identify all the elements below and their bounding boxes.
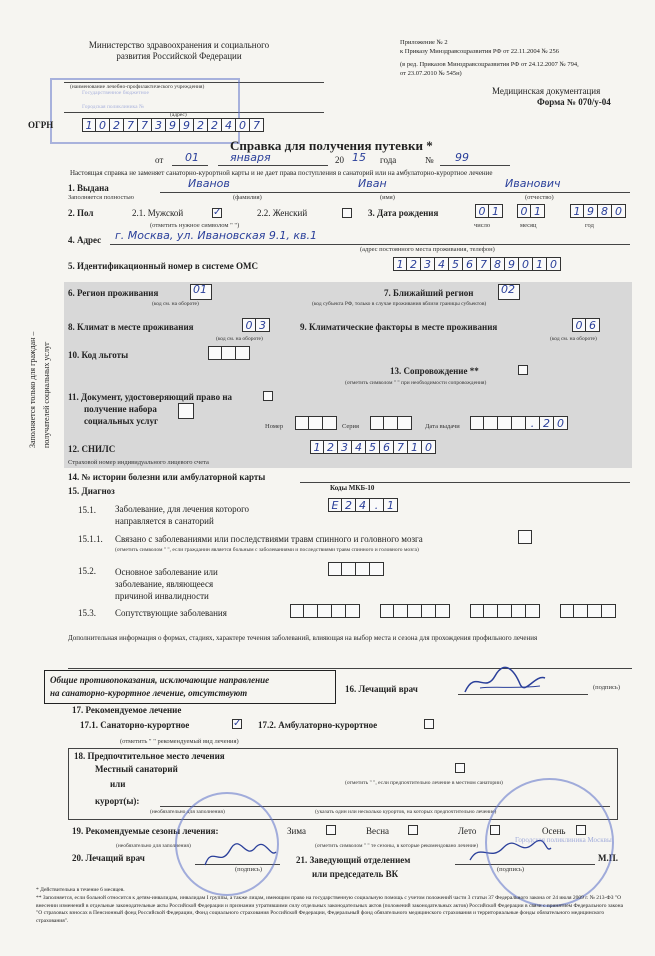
round-stamp-left <box>175 792 279 896</box>
escort-caption: (отметить символом " " при необходимости сопровождения) <box>345 380 487 386</box>
benefit-code-label: 10. Код льготы <box>68 350 129 360</box>
dx11-num: 15.1.1. <box>78 534 103 544</box>
dx2-text: Основное заболевание или заболевание, являющееся причиной инвалидности <box>115 567 218 601</box>
ogrn-digit-0: 1 <box>82 118 96 132</box>
oms-digit-0: 1 <box>393 257 407 271</box>
dob-year-digit-0: 1 <box>570 204 584 218</box>
doc-date-digit-0 <box>470 416 484 430</box>
dx2-num: 15.2. <box>78 566 96 576</box>
snils-label: 12. СНИЛС <box>68 444 116 454</box>
sanatorium-label: 17.1. Санаторно-курортное <box>80 720 190 730</box>
spring-checkbox[interactable] <box>408 825 418 835</box>
ogrn-digit-3: 7 <box>124 118 138 132</box>
doc-series-cells <box>370 416 412 430</box>
address-label: 4. Адрес <box>68 235 102 245</box>
dx1-code-char-3: . <box>370 498 384 512</box>
region-label: 6. Регион проживания <box>68 288 159 298</box>
social-doc-box <box>178 403 194 419</box>
snils-digit-8: 0 <box>422 440 436 454</box>
oms-digit-7: 8 <box>491 257 505 271</box>
med-docs-label: Медицинская документация <box>492 86 601 96</box>
history-label: 14. № истории болезни или амбулаторной карты <box>68 472 266 482</box>
oms-digit-10: 1 <box>533 257 547 271</box>
extra-info: Дополнительная информация о формах, стадиях, характере течения заболеваний, влияющая на выбор места и сезона для прохождения профильного лечения <box>68 634 538 642</box>
year-word: года <box>380 155 397 165</box>
dx3-num: 15.3. <box>78 608 96 618</box>
oms-digit-1: 2 <box>407 257 421 271</box>
seasons-caption-right: (отметить символом " " те сезоны, в которые рекомендовано лечение) <box>315 843 479 849</box>
patronymic-value: Иванович <box>505 177 561 190</box>
climate-label: 8. Климат в месте проживания <box>68 322 194 332</box>
cert-year: 15 <box>352 151 366 164</box>
resort-label: курорт(ы): <box>95 796 140 806</box>
dob-label: 3. Дата рождения <box>368 208 439 218</box>
dx3-code-cells-3 <box>470 604 540 618</box>
or-label: или <box>110 779 126 789</box>
rec-treatment-label: 17. Рекомендуемое лечение <box>72 705 182 715</box>
climate-caption: (код см. на обороте) <box>216 336 263 342</box>
social-doc-checkbox[interactable] <box>263 391 273 401</box>
ogrn-digit-6: 9 <box>166 118 180 132</box>
sidebar-note-2: получателей социальных услуг <box>42 341 51 448</box>
climate-factors-label: 9. Климатические факторы в месте проживания <box>300 322 498 332</box>
ogrn-digit-9: 2 <box>208 118 222 132</box>
name-value: Иван <box>358 177 387 190</box>
summer-label: Лето <box>458 826 477 836</box>
snils-digit-0: 1 <box>310 440 324 454</box>
climate-factors-cells <box>572 318 600 332</box>
surname-value: Иванов <box>188 177 230 190</box>
region-caption: (код см. на обороте) <box>152 301 199 307</box>
dob-day-cells <box>475 204 503 218</box>
doctor20-label: 20. Лечащий врач <box>72 853 145 863</box>
issued-label: 1. Выдана <box>68 183 109 193</box>
local-sanatorium-checkbox[interactable] <box>455 763 465 773</box>
seasons-label: 19. Рекомендуемые сезоны лечения: <box>72 826 219 836</box>
snils-caption: Страховой номер индивидуального лицевого счета <box>68 459 209 466</box>
snils-cells <box>310 440 436 454</box>
head-sign-caption: (подпись) <box>497 866 524 873</box>
dx1-num: 15.1. <box>78 505 96 515</box>
dob-day-digit-0: 0 <box>475 204 489 218</box>
oms-digit-4: 5 <box>449 257 463 271</box>
oms-digit-3: 4 <box>435 257 449 271</box>
dob-year-digit-1: 9 <box>584 204 598 218</box>
doctor16-signature <box>460 664 550 698</box>
snils-digit-2: 3 <box>338 440 352 454</box>
oms-label: 5. Идентификационный номер в системе ОМС <box>68 261 258 271</box>
climate-digit-0: 0 <box>242 318 256 332</box>
oms-digit-9: 0 <box>519 257 533 271</box>
ogrn-digit-7: 9 <box>180 118 194 132</box>
name-caption: (имя) <box>380 194 395 201</box>
date-prefix: от <box>155 155 164 165</box>
local-sanatorium-caption: (отметить " ", если предпочтительно лечение в местном санатории) <box>345 780 503 786</box>
sidebar-note-1: Заполняется только для граждан – <box>28 331 37 448</box>
ogrn-digit-11: 0 <box>236 118 250 132</box>
sanatorium-checkbox[interactable]: ✓ <box>233 718 242 729</box>
page-title: Справка для получения путевки * <box>230 138 433 153</box>
dx2-code-cells <box>328 562 384 576</box>
address-value: г. Москва, ул. Ивановская 9.1, кв.1 <box>115 229 317 242</box>
doc-number-label: Номер <box>265 423 284 430</box>
ogrn-digit-5: 3 <box>152 118 166 132</box>
sex-male-checkbox[interactable]: ✓ <box>213 207 222 218</box>
doctor16-label: 16. Лечащий врач <box>345 684 418 694</box>
social-doc-label: 11. Документ, удостоверяющий право на получение набора социальных услуг <box>68 392 232 426</box>
rec-treatment-caption: (отметить " " рекомендуемый вид лечения) <box>120 738 239 745</box>
oms-digit-6: 7 <box>477 257 491 271</box>
surname-caption: (фамилия) <box>233 194 262 201</box>
doc-date-digit-5: 2 <box>540 416 554 430</box>
ogrn-digit-4: 7 <box>138 118 152 132</box>
local-sanatorium-label: Местный санаторий <box>95 764 178 774</box>
escort-checkbox[interactable] <box>518 365 528 375</box>
benefit-code-cells <box>208 346 250 360</box>
patronymic-caption: (отчество) <box>525 194 554 201</box>
sex-male-label: 2.1. Мужской <box>132 208 184 218</box>
ministry-name: Министерство здравоохранения и социального развития Российской Федерации <box>88 40 270 61</box>
address-caption: (адрес постоянного места проживания, телефон) <box>360 246 495 253</box>
contra-text: Общие противопоказания, исключающие направление на санаторно-курортное лечение, отсутствуют <box>50 675 270 698</box>
doc-date-digit-6: 0 <box>554 416 568 430</box>
sex-female-checkbox[interactable] <box>342 208 352 218</box>
institution-stamp: Государственное бюджетное Городская поликлиника № <box>50 78 240 144</box>
dob-day-caption: число <box>474 222 491 229</box>
cert-number: 99 <box>455 151 469 164</box>
oms-digit-5: 6 <box>463 257 477 271</box>
region-value: 01 <box>193 283 207 296</box>
dob-year-cells <box>570 204 626 218</box>
dx3-text: Сопутствующие заболевания <box>115 608 227 618</box>
ogrn-digit-2: 2 <box>110 118 124 132</box>
dob-year-digit-2: 8 <box>598 204 612 218</box>
factor-digit-1: 6 <box>586 318 600 332</box>
head-label: 21. Заведующий отделением или председатель ВК <box>296 855 411 879</box>
dx1-code-cells <box>328 498 398 512</box>
snils-digit-7: 1 <box>408 440 422 454</box>
doc-date-digit-2 <box>498 416 512 430</box>
dob-month-caption: месяц <box>520 222 537 229</box>
number-sign: № <box>425 155 434 165</box>
dob-month-digit-0: 0 <box>517 204 531 218</box>
doc-date-digit-4: . <box>526 416 540 430</box>
dx1-code-char-2: 4 <box>356 498 370 512</box>
resort-caption-left: (необязательно для заполнения) <box>150 809 225 815</box>
doc-date-digit-1 <box>484 416 498 430</box>
dob-year-caption: год <box>585 222 594 229</box>
sex-caption: (отметить нужное символом " ") <box>150 222 240 229</box>
diagnosis-label: 15. Диагноз <box>68 486 115 496</box>
dx1-code-char-0: Е <box>328 498 342 512</box>
dob-month-digit-1: 1 <box>531 204 545 218</box>
doc-number-cells <box>295 416 337 430</box>
footnote-1: * Действительна в течение 6 месяцев. <box>36 887 125 893</box>
dx11-caption: (отметить символом " ", если гражданин является больным с заболеваниями и последствиями травм спинного и головного мозга) <box>115 547 419 553</box>
dob-year-digit-3: 0 <box>612 204 626 218</box>
doc-series-label: Серия <box>342 423 360 430</box>
year-prefix: 20 <box>335 155 344 165</box>
ogrn-digit-12: 7 <box>250 118 264 132</box>
cert-month: января <box>230 151 271 164</box>
snils-digit-6: 7 <box>394 440 408 454</box>
snils-digit-4: 5 <box>366 440 380 454</box>
winter-checkbox[interactable] <box>326 825 336 835</box>
climate-cells <box>242 318 270 332</box>
oms-cells <box>393 257 561 271</box>
oms-digit-11: 0 <box>547 257 561 271</box>
ogrn-digit-1: 0 <box>96 118 110 132</box>
ogrn-label: ОГРН <box>28 120 54 130</box>
sex-female-label: 2.2. Женский <box>257 208 308 218</box>
ogrn-digit-8: 2 <box>194 118 208 132</box>
dx3-code-cells-2 <box>380 604 450 618</box>
doctor20-sign-caption: (подпись) <box>235 866 262 873</box>
dx11-text: Связано с заболеваниями или последствиями травм спинного и головного мозга <box>115 534 423 544</box>
near-region-label: 7. Ближайший регион <box>384 288 474 298</box>
dx3-code-cells-4 <box>560 604 616 618</box>
climate-factors-caption: (код см. на обороте) <box>550 336 597 342</box>
doc-date-cells <box>470 416 568 430</box>
factor-digit-0: 0 <box>572 318 586 332</box>
footnote-2: ** Заполняется, если больной относится к детям-инвалидам, инвалидам I группы, а также лицам, имеющим право на государственную социальную помощь с учетом положений части 3 статьи 37 Федерального закона от 24 июля 2009 г. № 213-ФЗ "О внесении изменений в отдельные законодательные акты Российской Федерации и признании утратившими силу отдельных законодательных актов (положений законодательных актов) Российской Федерации в связи с принятием Федерального закона "О страховых взносах в Пенсионный фонд Российской Федерации, Фонд социального страхования Российской Федерации, Федеральный фонд обязательного медицинского страхования и территориальные фонды обязательного медицинского страхования". <box>36 895 624 924</box>
ogrn-cells <box>82 118 264 132</box>
issued-caption: Заполняется полностью <box>68 194 135 201</box>
doctor16-sign-caption: (подпись) <box>593 684 620 691</box>
ambulatory-checkbox[interactable] <box>424 719 434 729</box>
dob-month-cells <box>517 204 545 218</box>
appendix-note: Приложение № 2 к Приказу Минздравсоцразвития РФ от 22.11.2004 № 256 (в ред. Приказов Минздравсоцразвития РФ от 24.12.2007 № 794, от 23.07.2010 № 545н) <box>400 39 579 77</box>
winter-label: Зима <box>287 826 306 836</box>
autumn-label: Осень <box>542 826 566 836</box>
dx1-code-char-4: 1 <box>384 498 398 512</box>
address-caption: (адрес) <box>170 112 187 118</box>
dx1-text: Заболевание, для лечения которого направляется в санаторий <box>115 504 250 526</box>
mp-label: М.П. <box>598 853 618 863</box>
place-label: 18. Предпочтительное место лечения <box>74 751 225 761</box>
resort-caption-right: (указать один или несколько курортов, на которых предпочтительно лечение) <box>315 809 497 815</box>
notice: Настоящая справка не заменяет санаторно-курортной карты и не дает права поступления в санаторий или на амбулаторно-курортное лечение <box>70 169 493 177</box>
near-region-caption: (код субъекта РФ, только в случае проживания вблизи границы субъектов) <box>312 301 487 307</box>
oms-digit-2: 3 <box>421 257 435 271</box>
escort-label: 13. Сопровождение ** <box>390 366 479 376</box>
snils-digit-3: 4 <box>352 440 366 454</box>
cert-day: 01 <box>185 151 199 164</box>
form-number: Форма № 070/у-04 <box>537 97 611 107</box>
icd-header: Коды МКБ-10 <box>330 484 375 492</box>
oms-digit-8: 9 <box>505 257 519 271</box>
dob-day-digit-1: 1 <box>489 204 503 218</box>
near-region-value: 02 <box>501 283 515 296</box>
dx3-code-cells-1 <box>290 604 360 618</box>
doc-date-label: Дата выдачи <box>425 423 460 430</box>
ambulatory-label: 17.2. Амбулаторно-курортное <box>258 720 378 730</box>
ogrn-digit-10: 4 <box>222 118 236 132</box>
institution-caption: (наименование лечебно-профилактического учреждения) <box>70 84 205 90</box>
snils-digit-5: 6 <box>380 440 394 454</box>
spinal-checkbox[interactable] <box>518 530 532 544</box>
snils-digit-1: 2 <box>324 440 338 454</box>
seasons-caption-left: (необязательно для заполнения) <box>116 843 191 849</box>
round-stamp-right: Городская поликлиника Москвы <box>485 778 614 907</box>
dx1-code-char-1: 2 <box>342 498 356 512</box>
climate-digit-1: 3 <box>256 318 270 332</box>
sex-label: 2. Пол <box>68 208 94 218</box>
doc-date-digit-3 <box>512 416 526 430</box>
spring-label: Весна <box>366 826 390 836</box>
